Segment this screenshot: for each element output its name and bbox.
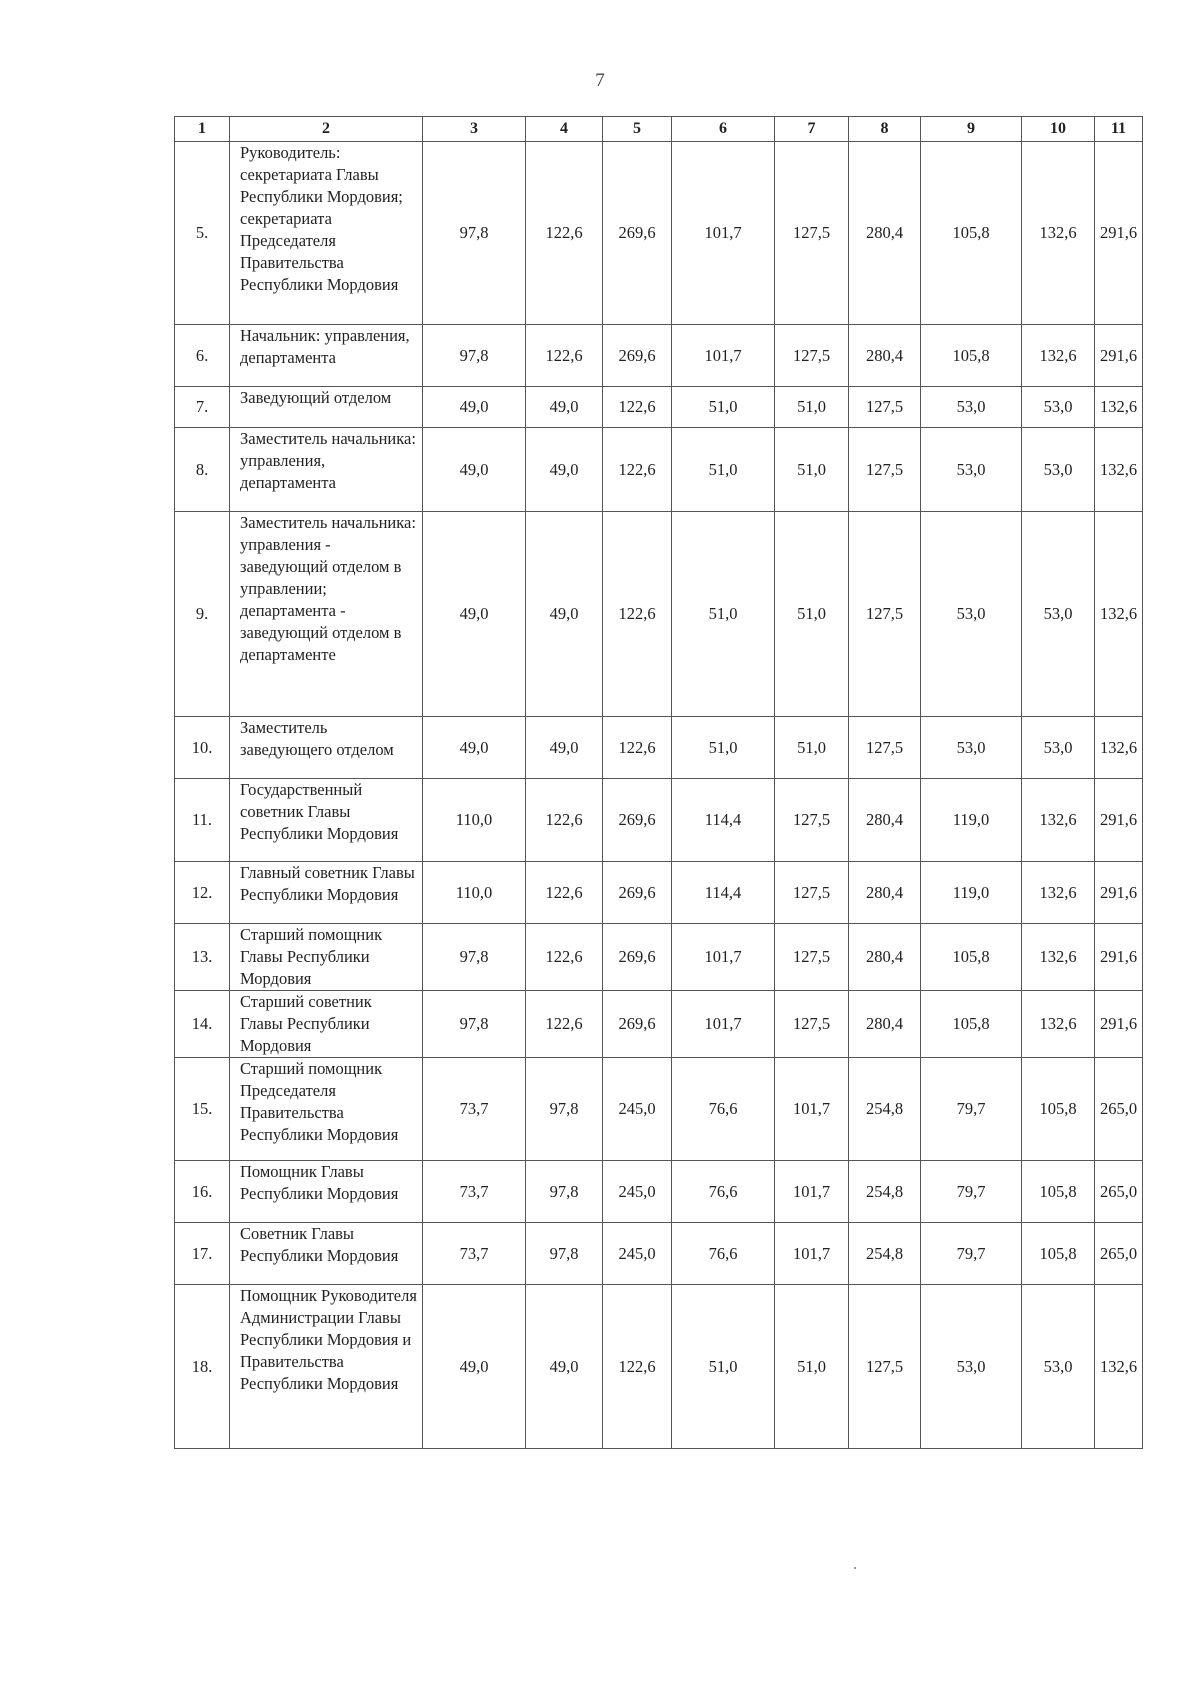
value-cell-col-8: 280,4 [849, 325, 921, 387]
value-cell-col-4: 97,8 [526, 1223, 603, 1285]
row-number: 9. [175, 512, 230, 717]
value-cell-col-11: 265,0 [1095, 1223, 1143, 1285]
position-title: Советник Главы Республики Мордовия [230, 1223, 423, 1285]
value-cell-col-10: 105,8 [1022, 1161, 1095, 1223]
value-cell-col-7: 51,0 [775, 512, 849, 717]
column-header-6: 6 [672, 117, 775, 142]
value-cell-col-9: 105,8 [921, 142, 1022, 325]
value-cell-col-4: 97,8 [526, 1161, 603, 1223]
value-cell-col-10: 53,0 [1022, 1285, 1095, 1449]
row-number: 5. [175, 142, 230, 325]
value-cell-col-3: 49,0 [423, 387, 526, 428]
column-header-2: 2 [230, 117, 423, 142]
value-cell-col-3: 73,7 [423, 1161, 526, 1223]
value-cell-col-6: 51,0 [672, 717, 775, 779]
value-cell-col-7: 51,0 [775, 428, 849, 512]
value-cell-col-3: 110,0 [423, 779, 526, 862]
value-cell-col-8: 280,4 [849, 862, 921, 924]
value-cell-col-5: 245,0 [603, 1058, 672, 1161]
value-cell-col-9: 53,0 [921, 717, 1022, 779]
value-cell-col-9: 119,0 [921, 862, 1022, 924]
scan-mark [854, 1567, 856, 1569]
value-cell-col-4: 49,0 [526, 428, 603, 512]
value-cell-col-9: 53,0 [921, 387, 1022, 428]
value-cell-col-11: 265,0 [1095, 1058, 1143, 1161]
value-cell-col-8: 280,4 [849, 779, 921, 862]
table-body [175, 142, 1143, 1449]
salary-table [174, 116, 1143, 1449]
value-cell-col-5: 122,6 [603, 428, 672, 512]
value-cell-col-5: 269,6 [603, 991, 672, 1058]
table-row [175, 991, 1143, 1058]
value-cell-col-7: 51,0 [775, 717, 849, 779]
value-cell-col-11: 291,6 [1095, 325, 1143, 387]
row-number: 14. [175, 991, 230, 1058]
value-cell-col-4: 49,0 [526, 1285, 603, 1449]
value-cell-col-11: 132,6 [1095, 512, 1143, 717]
position-title: Заведующий отделом [230, 387, 423, 428]
row-number: 16. [175, 1161, 230, 1223]
value-cell-col-5: 122,6 [603, 1285, 672, 1449]
position-title: Старший советник Главы Республики Мордовия [230, 991, 423, 1058]
value-cell-col-7: 51,0 [775, 387, 849, 428]
value-cell-col-4: 122,6 [526, 924, 603, 991]
table-header [175, 117, 1143, 142]
value-cell-col-7: 127,5 [775, 862, 849, 924]
value-cell-col-4: 122,6 [526, 325, 603, 387]
value-cell-col-5: 269,6 [603, 142, 672, 325]
value-cell-col-5: 245,0 [603, 1161, 672, 1223]
value-cell-col-7: 127,5 [775, 142, 849, 325]
value-cell-col-4: 122,6 [526, 142, 603, 325]
header-row [175, 117, 1143, 142]
value-cell-col-6: 51,0 [672, 512, 775, 717]
value-cell-col-10: 132,6 [1022, 325, 1095, 387]
value-cell-col-3: 49,0 [423, 717, 526, 779]
value-cell-col-11: 291,6 [1095, 991, 1143, 1058]
table-row [175, 142, 1143, 325]
value-cell-col-4: 122,6 [526, 862, 603, 924]
value-cell-col-9: 79,7 [921, 1058, 1022, 1161]
value-cell-col-10: 132,6 [1022, 924, 1095, 991]
value-cell-col-4: 49,0 [526, 387, 603, 428]
table-row [175, 1223, 1143, 1285]
value-cell-col-4: 97,8 [526, 1058, 603, 1161]
value-cell-col-8: 254,8 [849, 1223, 921, 1285]
value-cell-col-10: 132,6 [1022, 991, 1095, 1058]
value-cell-col-7: 127,5 [775, 325, 849, 387]
value-cell-col-9: 105,8 [921, 924, 1022, 991]
row-number: 6. [175, 325, 230, 387]
position-title: Старший помощник Председателя Правительства Республики Мордовия [230, 1058, 423, 1161]
value-cell-col-5: 269,6 [603, 325, 672, 387]
value-cell-col-8: 280,4 [849, 924, 921, 991]
value-cell-col-8: 280,4 [849, 991, 921, 1058]
table-row [175, 512, 1143, 717]
value-cell-col-3: 49,0 [423, 512, 526, 717]
value-cell-col-6: 51,0 [672, 428, 775, 512]
value-cell-col-8: 280,4 [849, 142, 921, 325]
value-cell-col-9: 105,8 [921, 325, 1022, 387]
value-cell-col-10: 132,6 [1022, 142, 1095, 325]
value-cell-col-5: 122,6 [603, 512, 672, 717]
value-cell-col-4: 49,0 [526, 717, 603, 779]
row-number: 18. [175, 1285, 230, 1449]
value-cell-col-6: 51,0 [672, 1285, 775, 1449]
position-title: Руководитель: секретариата Главы Республики Мордовия; секретариата Председателя Правительства Республики Мордовия [230, 142, 423, 325]
value-cell-col-5: 245,0 [603, 1223, 672, 1285]
position-title: Заместитель начальника: управления - заведующий отделом в управлении; департамента - заведующий отделом в департаменте [230, 512, 423, 717]
position-title: Помощник Главы Республики Мордовия [230, 1161, 423, 1223]
value-cell-col-5: 269,6 [603, 862, 672, 924]
position-title: Заместитель начальника: управления, департамента [230, 428, 423, 512]
row-number: 11. [175, 779, 230, 862]
value-cell-col-10: 105,8 [1022, 1058, 1095, 1161]
value-cell-col-9: 53,0 [921, 1285, 1022, 1449]
column-header-3: 3 [423, 117, 526, 142]
value-cell-col-3: 49,0 [423, 428, 526, 512]
value-cell-col-6: 101,7 [672, 325, 775, 387]
value-cell-col-11: 132,6 [1095, 428, 1143, 512]
row-number: 7. [175, 387, 230, 428]
value-cell-col-6: 101,7 [672, 924, 775, 991]
value-cell-col-11: 132,6 [1095, 717, 1143, 779]
value-cell-col-6: 114,4 [672, 862, 775, 924]
value-cell-col-4: 49,0 [526, 512, 603, 717]
table-row [175, 1161, 1143, 1223]
value-cell-col-6: 114,4 [672, 779, 775, 862]
value-cell-col-5: 122,6 [603, 387, 672, 428]
value-cell-col-8: 127,5 [849, 387, 921, 428]
value-cell-col-10: 53,0 [1022, 387, 1095, 428]
value-cell-col-6: 51,0 [672, 387, 775, 428]
value-cell-col-3: 73,7 [423, 1223, 526, 1285]
value-cell-col-7: 101,7 [775, 1223, 849, 1285]
column-header-11: 11 [1095, 117, 1143, 142]
column-header-9: 9 [921, 117, 1022, 142]
value-cell-col-10: 105,8 [1022, 1223, 1095, 1285]
value-cell-col-4: 122,6 [526, 779, 603, 862]
table-row [175, 1058, 1143, 1161]
value-cell-col-3: 97,8 [423, 142, 526, 325]
column-header-8: 8 [849, 117, 921, 142]
column-header-1: 1 [175, 117, 230, 142]
column-header-4: 4 [526, 117, 603, 142]
value-cell-col-10: 132,6 [1022, 862, 1095, 924]
value-cell-col-10: 53,0 [1022, 717, 1095, 779]
value-cell-col-6: 76,6 [672, 1223, 775, 1285]
value-cell-col-8: 127,5 [849, 428, 921, 512]
value-cell-col-11: 265,0 [1095, 1161, 1143, 1223]
value-cell-col-11: 291,6 [1095, 924, 1143, 991]
value-cell-col-9: 53,0 [921, 512, 1022, 717]
position-title: Начальник: управления, департамента [230, 325, 423, 387]
value-cell-col-6: 76,6 [672, 1058, 775, 1161]
value-cell-col-3: 49,0 [423, 1285, 526, 1449]
value-cell-col-7: 51,0 [775, 1285, 849, 1449]
value-cell-col-10: 53,0 [1022, 512, 1095, 717]
page-number: 7 [595, 70, 605, 91]
table-row [175, 779, 1143, 862]
value-cell-col-8: 254,8 [849, 1058, 921, 1161]
row-number: 15. [175, 1058, 230, 1161]
table-row [175, 924, 1143, 991]
value-cell-col-3: 97,8 [423, 325, 526, 387]
value-cell-col-8: 127,5 [849, 1285, 921, 1449]
table-row [175, 428, 1143, 512]
table-row [175, 387, 1143, 428]
position-title: Главный советник Главы Республики Мордовия [230, 862, 423, 924]
value-cell-col-9: 119,0 [921, 779, 1022, 862]
column-header-7: 7 [775, 117, 849, 142]
value-cell-col-7: 127,5 [775, 924, 849, 991]
row-number: 13. [175, 924, 230, 991]
value-cell-col-3: 110,0 [423, 862, 526, 924]
row-number: 12. [175, 862, 230, 924]
value-cell-col-7: 101,7 [775, 1161, 849, 1223]
value-cell-col-10: 132,6 [1022, 779, 1095, 862]
value-cell-col-11: 291,6 [1095, 779, 1143, 862]
row-number: 10. [175, 717, 230, 779]
value-cell-col-5: 269,6 [603, 924, 672, 991]
position-title: Помощник Руководителя Администрации Главы Республики Мордовия и Правительства Республики Мордовия [230, 1285, 423, 1449]
position-title: Заместитель заведующего отделом [230, 717, 423, 779]
value-cell-col-3: 97,8 [423, 924, 526, 991]
table-row [175, 325, 1143, 387]
value-cell-col-9: 79,7 [921, 1161, 1022, 1223]
position-title: Государственный советник Главы Республики Мордовия [230, 779, 423, 862]
column-header-10: 10 [1022, 117, 1095, 142]
value-cell-col-8: 254,8 [849, 1161, 921, 1223]
row-number: 17. [175, 1223, 230, 1285]
value-cell-col-11: 291,6 [1095, 862, 1143, 924]
value-cell-col-11: 291,6 [1095, 142, 1143, 325]
value-cell-col-9: 79,7 [921, 1223, 1022, 1285]
value-cell-col-6: 101,7 [672, 142, 775, 325]
value-cell-col-3: 73,7 [423, 1058, 526, 1161]
value-cell-col-8: 127,5 [849, 512, 921, 717]
column-header-5: 5 [603, 117, 672, 142]
value-cell-col-9: 53,0 [921, 428, 1022, 512]
table-row [175, 717, 1143, 779]
value-cell-col-4: 122,6 [526, 991, 603, 1058]
value-cell-col-5: 122,6 [603, 717, 672, 779]
value-cell-col-6: 101,7 [672, 991, 775, 1058]
table-row [175, 1285, 1143, 1449]
value-cell-col-8: 127,5 [849, 717, 921, 779]
value-cell-col-10: 53,0 [1022, 428, 1095, 512]
value-cell-col-3: 97,8 [423, 991, 526, 1058]
value-cell-col-7: 127,5 [775, 779, 849, 862]
value-cell-col-7: 101,7 [775, 1058, 849, 1161]
value-cell-col-5: 269,6 [603, 779, 672, 862]
value-cell-col-11: 132,6 [1095, 387, 1143, 428]
value-cell-col-11: 132,6 [1095, 1285, 1143, 1449]
value-cell-col-9: 105,8 [921, 991, 1022, 1058]
table-row [175, 862, 1143, 924]
value-cell-col-7: 127,5 [775, 991, 849, 1058]
row-number: 8. [175, 428, 230, 512]
position-title: Старший помощник Главы Республики Мордовия [230, 924, 423, 991]
value-cell-col-6: 76,6 [672, 1161, 775, 1223]
